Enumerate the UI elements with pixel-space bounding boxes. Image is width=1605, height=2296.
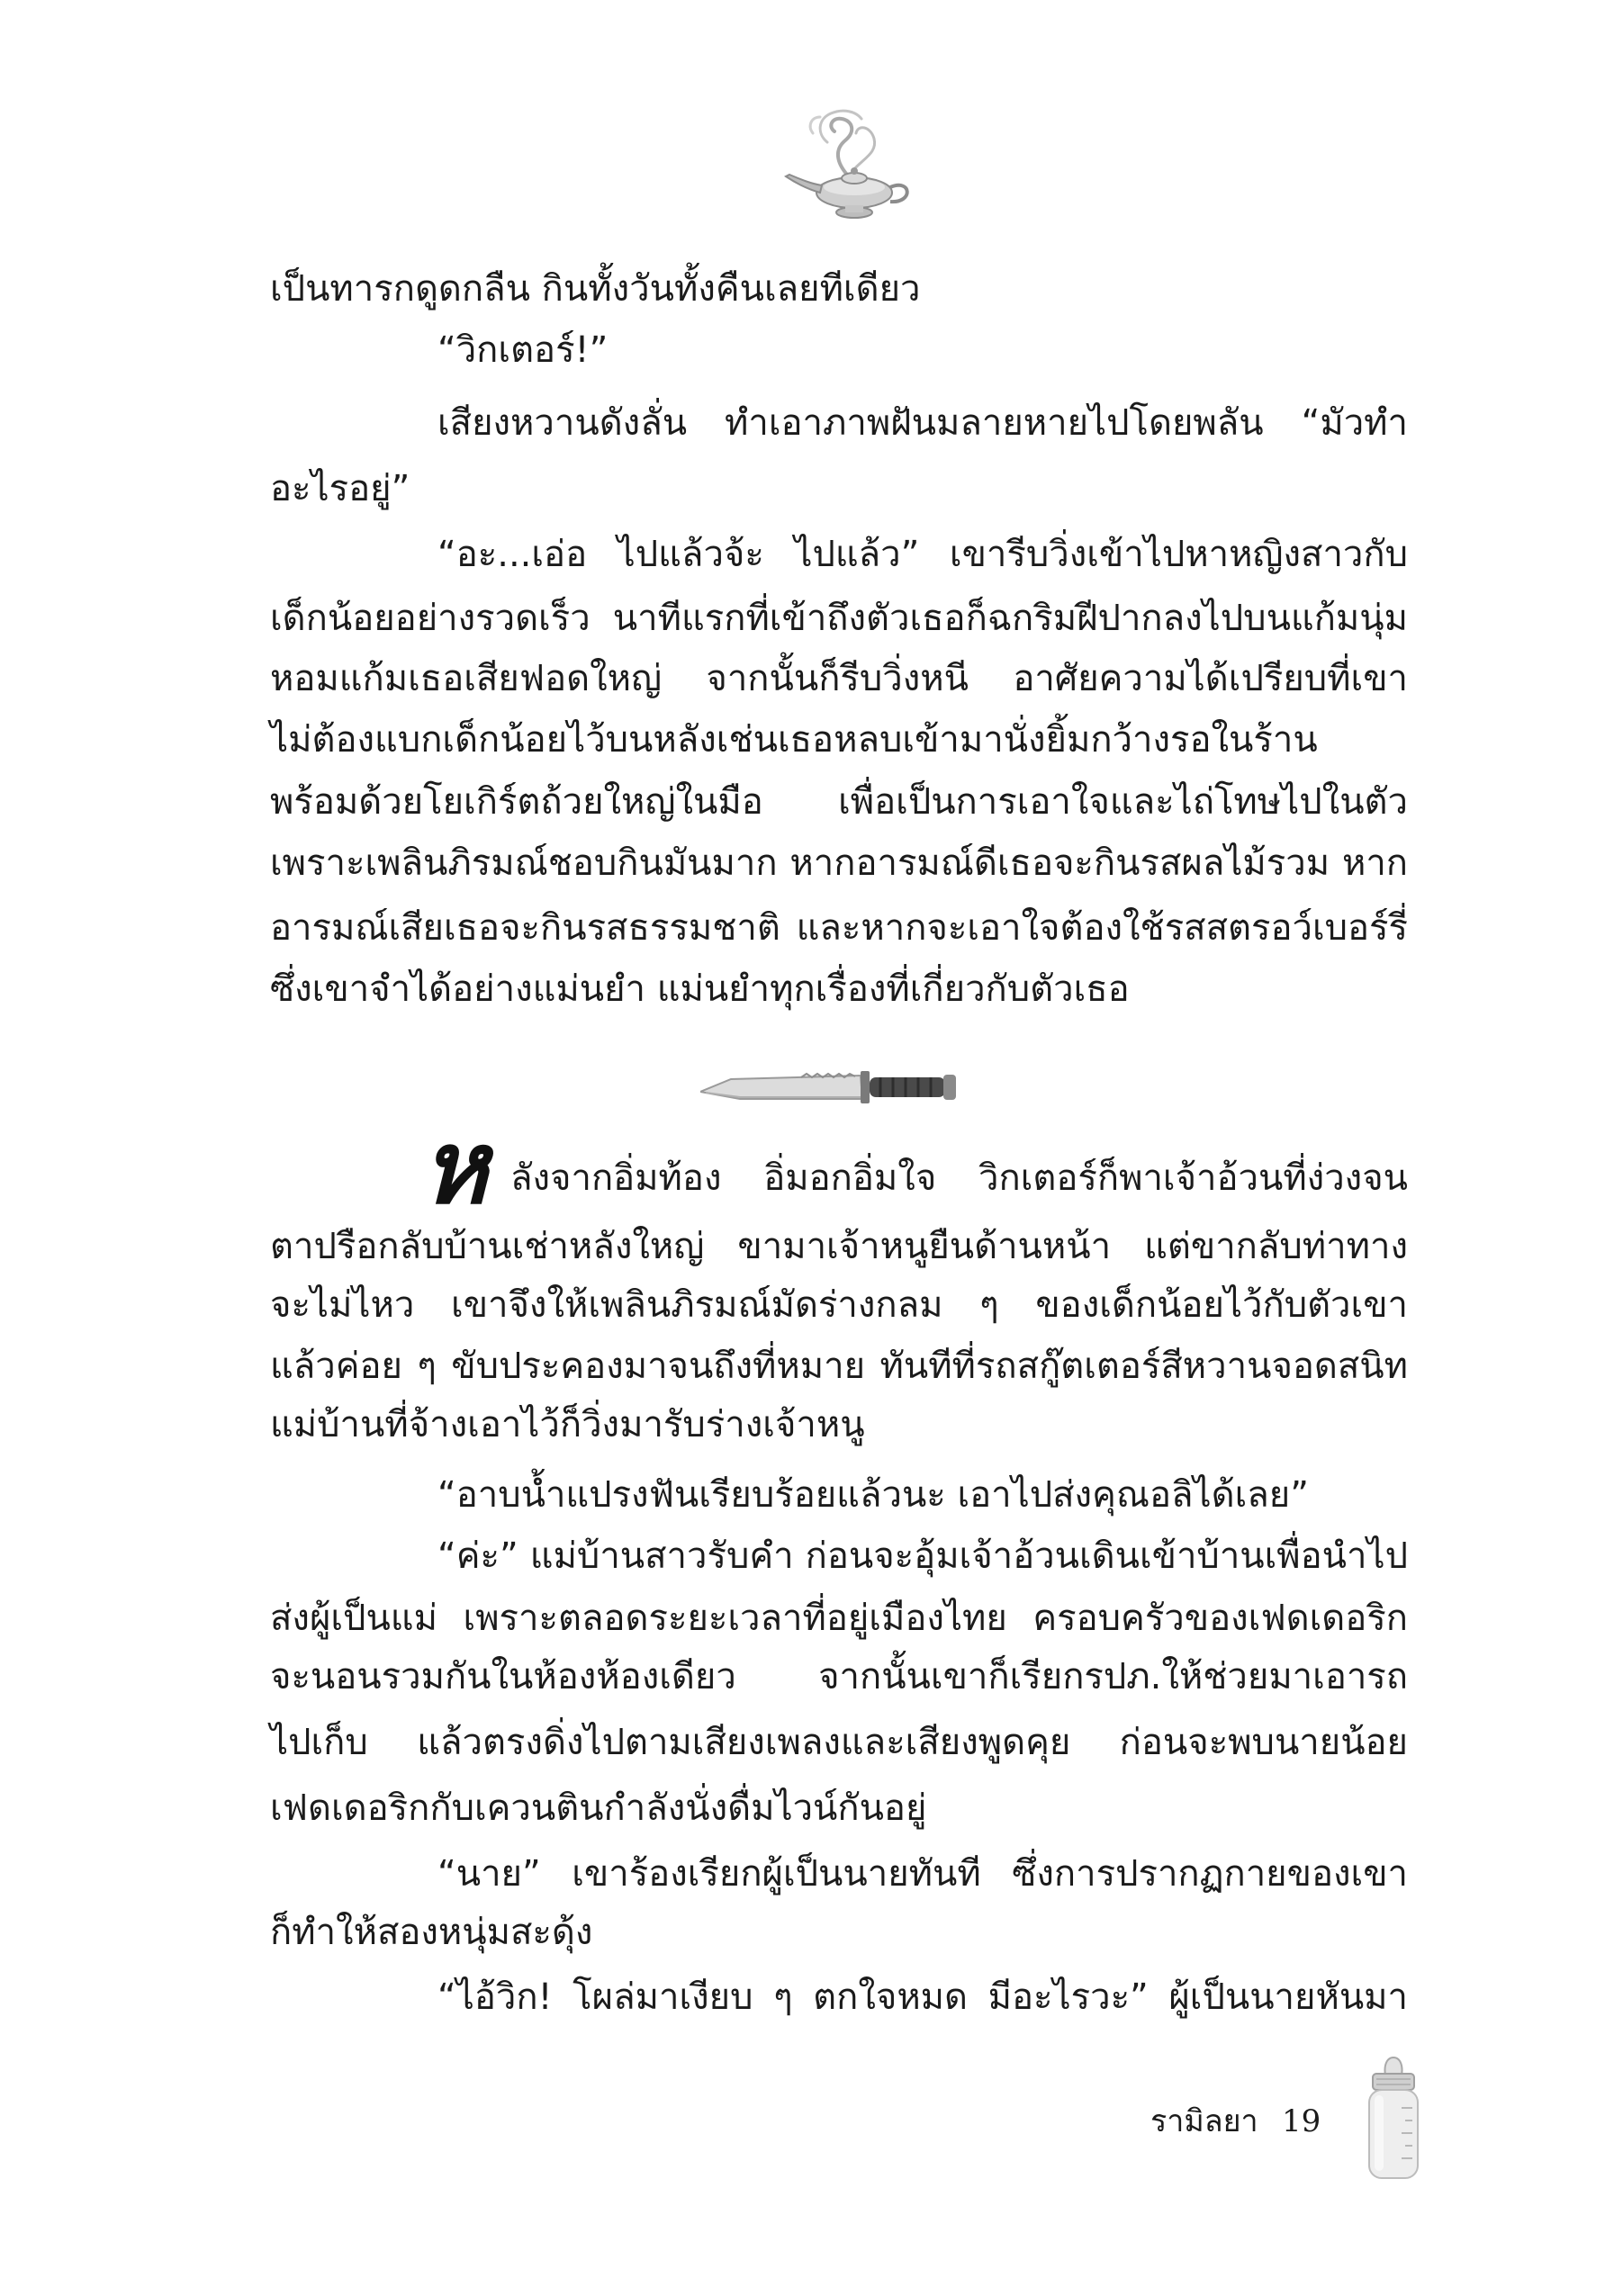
body-line: ส่งผู้เป็นแม่ เพราะตลอดระยะเวลาที่อยู่เมืองไทย ครอบครัวของเฟดเดอริก [270,1598,1408,1639]
body-line: ซึ่งเขาจำได้อย่างแม่นยำ แม่นยำทุกเรื่องที่เกี่ยวกับตัวเธอ [270,968,1130,1010]
knife-icon [700,1065,958,1110]
body-line: ก็ทำให้สองหนุ่มสะดุ้ง [270,1912,593,1953]
footer-author: รามิลยา [1150,2103,1258,2139]
body-line: เพราะเพลินภิรมณ์ชอบกินมันมาก หากอารมณ์ดีเธอจะกินรสผลไม้รวม หาก [270,842,1408,884]
body-line: ตาปรือกลับบ้านเช่าหลังใหญ่ ขามาเจ้าหนูยืนด้านหน้า แต่ขากลับท่าทาง [270,1226,1408,1267]
body-line: จะไม่ไหว เขาจึงให้เพลินภิรมณ์มัดร่างกลม ๆ ของเด็กน้อยไว้กับตัวเขา [270,1284,1408,1326]
body-line: ไม่ต้องแบกเด็กน้อยไว้บนหลังเช่นเธอหลบเข้ามานั่งยิ้มกว้างรอในร้าน [270,719,1318,761]
body-line: แม่บ้านที่จ้างเอาไว้ก็วิ่งมารับร่างเจ้าหนู [270,1404,865,1445]
body-line: “ไอ้วิก! โผล่มาเงียบ ๆ ตกใจหมด มีอะไรวะ” ผู้เป็นนายหันมา [437,1976,1408,2018]
drop-cap: ห [421,1110,488,1227]
body-line: เป็นทารกดูดกลืน กินทั้งวันทั้งคืนเลยทีเดียว [270,268,921,310]
body-line: เด็กน้อยอย่างรวดเร็ว นาทีแรกที่เข้าถึงตัวเธอก็ฉกริมฝีปากลงไปบนแก้มนุ่ม [270,598,1408,639]
genie-lamp-icon [780,106,915,229]
body-line: เฟดเดอริกกับเควนตินกำลังนั่งดื่มไวน์กันอยู่ [270,1787,927,1829]
body-line: “อะ...เอ่อ ไปแล้วจ้ะ ไปแล้ว” เขารีบวิ่งเข้าไปหาหญิงสาวกับ [437,534,1408,575]
baby-bottle-icon [1349,2056,1438,2182]
body-line: “วิกเตอร์!” [437,329,609,371]
body-line: จะนอนรวมกันในห้องห้องเดียว จากนั้นเขาก็เรียกรปภ.ให้ช่วยมาเอารถ [270,1656,1408,1697]
body-line: อารมณ์เสียเธอจะกินรสธรรมชาติ และหากจะเอาใจต้องใช้รสสตรอว์เบอร์รี่ [270,907,1408,949]
body-line: พร้อมด้วยโยเกิร์ตถ้วยใหญ่ในมือ เพื่อเป็นการเอาใจและไถ่โทษไปในตัว [270,781,1408,823]
page-number: 19 [1282,2103,1321,2139]
body-line: “อาบน้ำแปรงฟันเรียบร้อยแล้วนะ เอาไปส่งคุณอลิได้เลย” [437,1474,1309,1516]
body-line: ไปเก็บ แล้วตรงดิ่งไปตามเสียงเพลงและเสียงพูดคุย ก่อนจะพบนายน้อย [270,1722,1408,1763]
body-line: “ค่ะ” แม่บ้านสาวรับคำ ก่อนจะอุ้มเจ้าอ้วนเดินเข้าบ้านเพื่อนำไป [437,1535,1408,1577]
body-line: แล้วค่อย ๆ ขับประคองมาจนถึงที่หมาย ทันทีที่รถสกู๊ตเตอร์สีหวานจอดสนิท [270,1346,1408,1387]
body-line: หอมแก้มเธอเสียฟอดใหญ่ จากนั้นก็รีบวิ่งหนี อาศัยความได้เปรียบที่เขา [270,658,1408,699]
body-line: ลังจากอิ่มท้อง อิ่มอกอิ่มใจ วิกเตอร์ก็พาเจ้าอ้วนที่ง่วงจน [510,1157,1408,1199]
body-line: เสียงหวานดังลั่น ทำเอาภาพฝันมลายหายไปโดยพลัน “มัวทำ [437,402,1408,444]
body-line: “นาย” เขาร้องเรียกผู้เป็นนายทันที ซึ่งการปรากฏกายของเขา [437,1853,1408,1895]
body-line: อะไรอยู่” [270,468,410,509]
